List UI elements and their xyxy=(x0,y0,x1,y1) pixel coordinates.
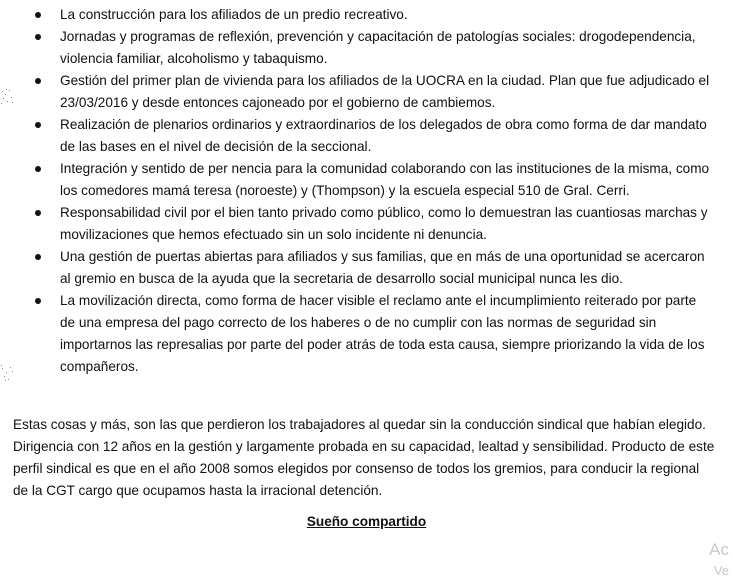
list-item-text: Gestión del primer plan de vivienda para los afiliados de la UOCRA en la ciudad. Plan que fue adjudicado el 23/03/2016 y desde entonces cajoneado por el gobierno de cambiemos. xyxy=(60,73,710,110)
list-item xyxy=(0,4,733,26)
scan-noise-mark xyxy=(0,364,14,382)
list-item xyxy=(0,70,733,114)
list-item-text: Jornadas y programas de reflexión, prevención y capacitación de patologías sociales: drogodependencia, violencia familiar, alcoholismo y tabaquismo. xyxy=(60,29,696,66)
scan-noise-mark xyxy=(0,88,14,106)
list-item-text: Realización de plenarios ordinarios y extraordinarios de los delegados de obra como forma de dar mandato de las bases en el nivel de decisión de la seccional. xyxy=(60,117,707,154)
list-item xyxy=(0,202,733,246)
bullet-icon xyxy=(35,210,41,216)
bullet-icon xyxy=(35,12,41,18)
list-item-text: Responsabilidad civil por el bien tanto privado como público, como lo demuestran las cuantiosas marchas y movilizaciones que hemos efectuado sin un solo incidente ni denuncia. xyxy=(60,205,708,242)
section-heading: Sueño compartido xyxy=(306,514,427,529)
bullet-icon xyxy=(35,78,41,84)
body-paragraph: Estas cosas y más, son las que perdieron los trabajadores al quedar sin la conducción sindical que habían elegido. Dirigencia con 12 años en la gestión y largamente probada en su capacidad, lealtad y sensibilidad. Producto de este perfil sindical es que en el año 2008 somos elegidos por consenso de todos los gremios, para conducir la regional de la CGT cargo que ocupamos hasta la irracional detención. xyxy=(13,417,715,498)
activation-watermark-line1: Ac xyxy=(709,540,729,559)
list-item-text: La movilización directa, como forma de hacer visible el reclamo ante el incumplimiento reiterado por parte de una empresa del pago correcto de los haberes o de no cumplir con las normas de seguridad sin importarnos las represalias por parte del poder atrás de toda esta causa, siempre priorizando la vida de los compañeros. xyxy=(60,293,705,374)
bullet-icon xyxy=(35,254,41,260)
list-item xyxy=(0,114,733,158)
list-item-text: Integración y sentido de per nencia para la comunidad colaborando con las instituciones de la misma, como los comedores mamá teresa (noroeste) y (Thompson) y la escuela especial 510 de Gral. Cerri. xyxy=(60,161,710,198)
bullet-icon xyxy=(35,298,41,304)
bullet-list xyxy=(0,4,733,378)
list-item xyxy=(0,246,733,290)
list-item xyxy=(0,26,733,70)
bullet-icon xyxy=(35,122,41,128)
bullet-icon xyxy=(35,34,41,40)
activation-watermark-line2: Ve xyxy=(713,563,729,578)
list-item xyxy=(0,158,733,202)
list-item-text: Una gestión de puertas abiertas para afiliados y sus familias, que en más de una oportunidad se acercaron al gremio en busca de la ayuda que la secretaria de desarrollo social municipal nunca les dio. xyxy=(60,249,705,286)
list-item-text: La construcción para los afiliados de un predio recreativo. xyxy=(60,7,408,22)
bullet-icon xyxy=(35,166,41,172)
list-item xyxy=(0,290,733,378)
